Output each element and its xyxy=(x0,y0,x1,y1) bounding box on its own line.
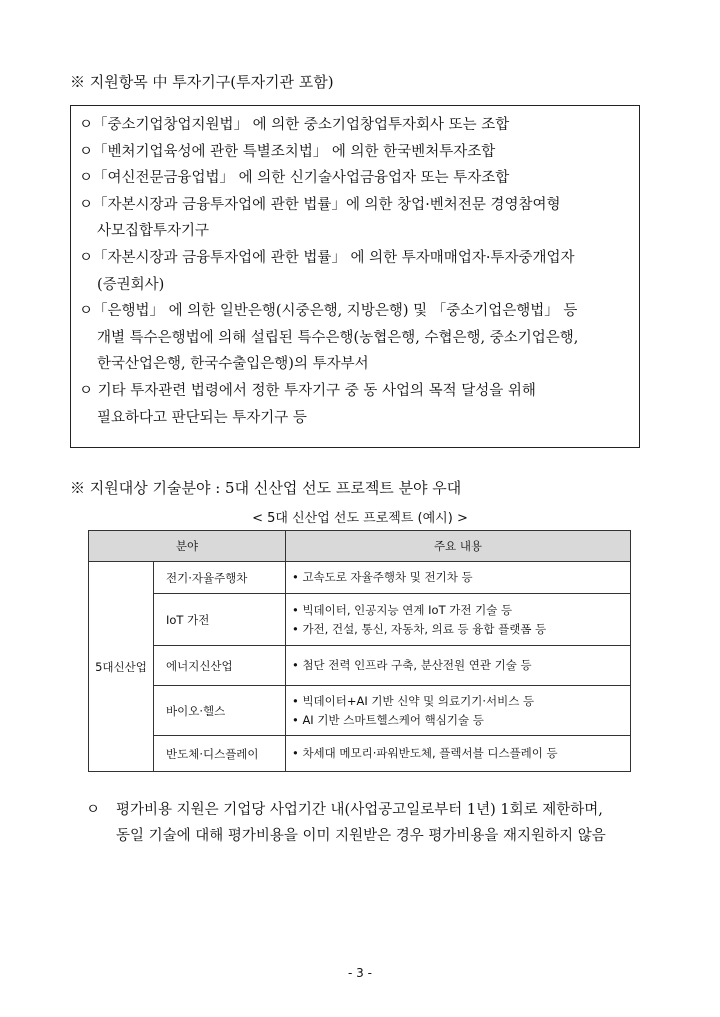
note-line: 동일 기술에 대해 평가비용을 이미 지원받은 경우 평가비용을 재지원하지 않음 xyxy=(116,828,606,844)
detail-cell xyxy=(286,594,631,646)
detail-line: • 첨단 전력 인프라 구축, 분산전원 연관 기술 등 xyxy=(292,658,532,672)
detail-cell xyxy=(286,736,631,772)
detail-line: • 차세대 메모리·파워반도체, 플렉서블 디스플레이 등 xyxy=(292,746,558,760)
detail-line: • 빅데이터, 인공지능 연계 IoT 가전 기술 등 xyxy=(292,602,513,617)
table-row xyxy=(89,594,631,646)
list-item xyxy=(79,245,631,298)
note-text: 평가비용 지원은 기업당 사업기간 내(사업공고일로부터 1년) 1회로 제한하며, xyxy=(116,802,603,818)
field-cell: 반도체·디스플레이 xyxy=(154,736,286,772)
field-cell: IoT 가전 xyxy=(154,594,286,646)
detail-line: • AI 기반 스마트헬스케어 핵심기술 등 xyxy=(292,712,484,727)
list-item-continuation: 사모집합투자기구 xyxy=(97,223,210,240)
detail-line: • 빅데이터+AI 기반 신약 및 의료기기·서비스 등 xyxy=(292,693,535,708)
list-item-text: ㅇ「자본시장과 금융투자업에 관한 법률」 에 의한 투자매매업자·투자중개업자 xyxy=(79,249,575,266)
table-header-row xyxy=(89,531,631,562)
section-heading-investment-bodies: ※ 지원항목 中 투자기구(투자기관 포함) xyxy=(70,73,334,91)
field-cell: 전기·자율주행차 xyxy=(154,562,286,594)
table-row xyxy=(89,736,631,772)
category-cell: 5대신산업 xyxy=(89,562,154,772)
section-heading-tech-fields: ※ 지원대상 기술분야 : 5대 신산업 선도 프로젝트 분야 우대 xyxy=(70,479,462,497)
list-item xyxy=(79,139,631,166)
list-item-text: ㅇ「중소기업창업지원법」 에 의한 중소기업창업투자회사 또는 조합 xyxy=(79,117,510,133)
note-line xyxy=(86,797,646,823)
bullet-icon: ㅇ xyxy=(86,802,101,818)
list-item-text: ㅇ「자본시장과 금융투자업에 관한 법률」에 의한 창업·벤처전문 경영참여형 xyxy=(79,196,561,213)
list-item-continuation: 개별 특수은행법에 의해 설립된 특수은행(농협은행, 수협은행, 중소기업은행, xyxy=(97,329,579,346)
detail-cell xyxy=(286,686,631,736)
list-item-text: ㅇ「벤처기업육성에 관한 특별조치법」 에 의한 한국벤처투자조합 xyxy=(79,143,496,160)
column-header-field: 분야 xyxy=(89,531,286,562)
list-item xyxy=(79,378,631,431)
list-item xyxy=(79,192,631,245)
list-item-continuation: 필요하다고 판단되는 투자기구 등 xyxy=(97,409,307,426)
project-table xyxy=(88,530,631,772)
list-item-text: ㅇ「여신전문금융업법」 에 의한 신기술사업금융업자 또는 투자조합 xyxy=(79,170,510,187)
field-cell: 바이오·헬스 xyxy=(154,686,286,736)
table-row xyxy=(89,686,631,736)
detail-cell xyxy=(286,562,631,594)
detail-cell xyxy=(286,646,631,686)
list-item-text: ㅇ 기타 투자관련 법령에서 정한 투자기구 중 동 사업의 목적 달성을 위해 xyxy=(79,382,536,399)
detail-line: • 가전, 건설, 통신, 자동차, 의료 등 융합 플랫폼 등 xyxy=(292,621,547,636)
page-number: - 3 - xyxy=(348,966,372,980)
detail-line: • 고속도로 자율주행차 및 전기차 등 xyxy=(292,570,473,584)
list-item-text: ㅇ「은행법」 에 의한 일반은행(시중은행, 지방은행) 및 「중소기업은행법」 등 xyxy=(79,303,578,320)
list-item xyxy=(79,112,631,139)
table-row xyxy=(89,646,631,686)
table-caption: < 5대 신산업 선도 프로젝트 (예시) > xyxy=(252,511,468,526)
table-row xyxy=(89,562,631,594)
list-item xyxy=(79,298,631,378)
field-cell: 에너지신산업 xyxy=(154,646,286,686)
list-item-continuation: 한국산업은행, 한국수출입은행)의 투자부서 xyxy=(97,356,369,373)
list-item-continuation: (증권회사) xyxy=(97,276,165,293)
list-item xyxy=(79,165,631,192)
evaluation-cost-note xyxy=(86,797,646,849)
investment-bodies-box xyxy=(70,105,640,448)
column-header-detail: 주요 내용 xyxy=(286,531,631,562)
